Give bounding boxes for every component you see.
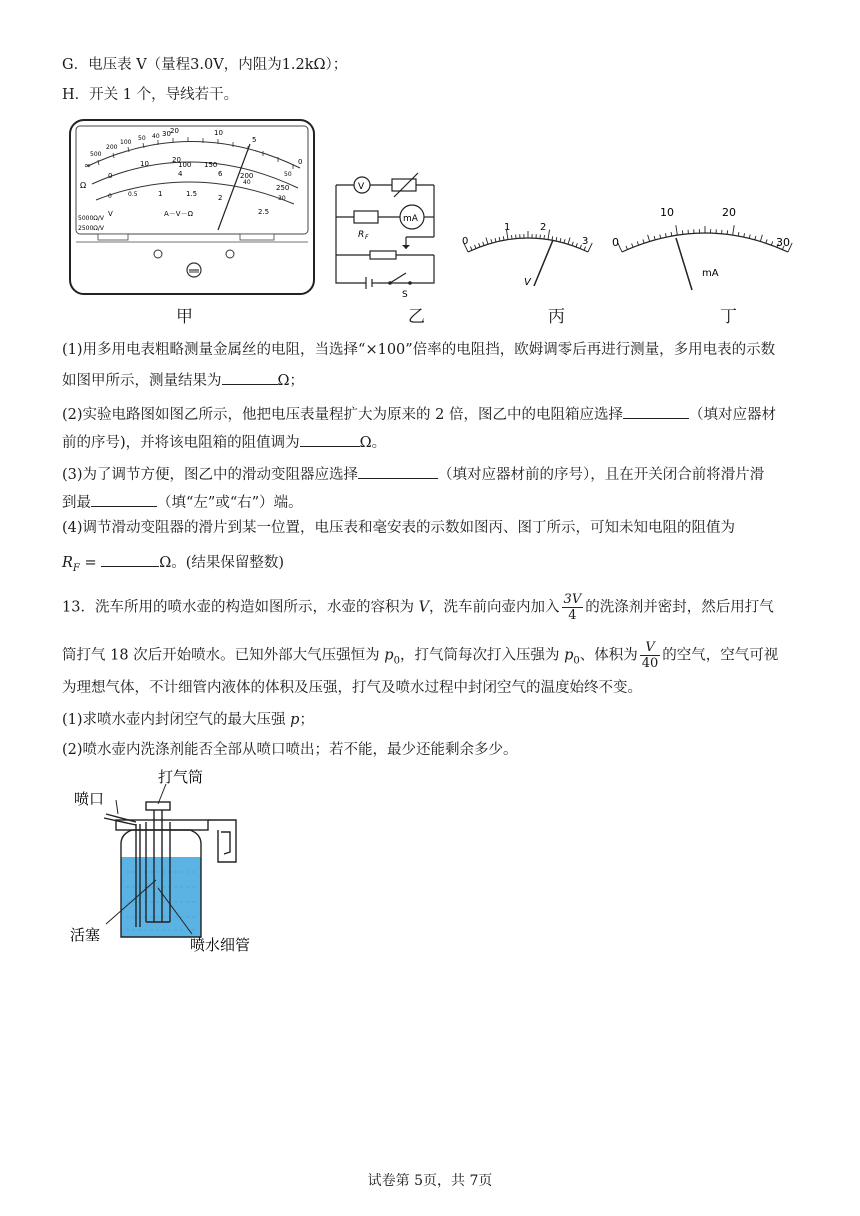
dial-tick xyxy=(470,247,472,251)
jia-scale-30: 30 xyxy=(278,195,286,202)
multimeter-figure xyxy=(68,118,318,298)
jia-mid-6: 6 xyxy=(218,170,223,178)
dial-tick xyxy=(560,238,561,242)
q12-part2-line1: (2)实验电路图如图乙所示，他把电压表量程扩大为原来的 2 倍，图乙中的电阻箱应选择 （填对应器材 xyxy=(62,402,776,425)
jia-scale-2: 2 xyxy=(218,194,223,202)
bing-unit: V xyxy=(524,277,531,288)
dial-tick xyxy=(738,232,739,236)
dial-tick xyxy=(483,242,484,246)
jia-small-1: 1 xyxy=(158,190,163,198)
dial-tick xyxy=(671,232,672,236)
q13-line3: 为理想气体，不计细管内液体的体积及压强，打气及喷水过程中封闭空气的温度始终不变。 xyxy=(62,680,642,696)
jia-50: 50 xyxy=(138,135,146,142)
dial-tick xyxy=(733,225,735,235)
dial-tick xyxy=(564,239,565,243)
dial-tick xyxy=(576,243,577,247)
page-footer: 试卷第 5页，共 7页 xyxy=(367,1173,493,1189)
jia-ohm-label: A－V－Ω xyxy=(164,210,193,218)
jia-0: 0 xyxy=(298,158,303,166)
ding-tick-10: 10 xyxy=(660,206,674,219)
dial-tick xyxy=(479,243,480,247)
answer-blank[interactable] xyxy=(358,462,438,479)
dial-tick xyxy=(643,239,644,243)
answer-blank[interactable] xyxy=(300,430,360,447)
jia-mid-10: 10 xyxy=(140,160,149,168)
jia-small-0: 0 xyxy=(108,193,112,200)
yi-switch: S xyxy=(402,290,408,300)
yi-resistor: R xyxy=(358,230,365,240)
jia-small-15: 1.5 xyxy=(186,190,198,198)
sprayer-pump-label: 打气筒 xyxy=(158,768,204,786)
answer-blank[interactable] xyxy=(101,550,159,567)
sprayer-piston-label: 活塞 xyxy=(70,926,101,944)
answer-blank[interactable] xyxy=(91,490,157,507)
answer-blank[interactable] xyxy=(222,368,278,385)
jia-mid-250: 250 xyxy=(276,184,290,192)
q12-part3-line1: (3)为了调节方便，图乙中的滑动变阻器应选择 （填对应器材前的序号），且在开关闭合前将滑片滑 xyxy=(62,462,764,485)
jia-scale-150: 150 xyxy=(204,161,218,169)
jia-10: 10 xyxy=(214,129,223,137)
dial-tick xyxy=(572,242,573,246)
ding-unit: mA xyxy=(702,268,719,279)
jia-500: 500 xyxy=(90,151,102,158)
voltmeter-dial xyxy=(458,210,598,290)
jia-left-2: 2500Ω/V xyxy=(78,225,104,232)
dial-tick xyxy=(584,247,586,251)
ding-needle xyxy=(676,238,692,290)
jia-scale-50: 50 xyxy=(284,171,292,178)
fig-label-bing: 丙 xyxy=(548,307,565,327)
dial-tick xyxy=(495,238,496,242)
jia-symbol-v: V xyxy=(108,210,113,218)
sprayer-tube-label: 喷水细管 xyxy=(190,936,251,954)
jia-mid-200: 200 xyxy=(240,172,254,180)
jia-scale-25: 2.5 xyxy=(258,208,270,216)
jia-left-1: 5000Ω/V xyxy=(78,215,104,222)
option-g: G．电压表 V（量程3.0V，内阻为1.2kΩ）； xyxy=(62,57,348,73)
dial-tick xyxy=(755,236,756,240)
jia-5: 5 xyxy=(252,136,257,144)
answer-blank[interactable] xyxy=(623,402,689,419)
q12-part2-line2: 前的序号)，并将该电阻箱的阻值调为 Ω。 xyxy=(62,430,386,453)
fraction-v-40: $\frac{V}{40}$ xyxy=(641,640,659,671)
bing-tick-0: 0 xyxy=(462,236,469,247)
dial-tick xyxy=(556,237,557,241)
fraction-3v-4: $\frac{3V}{4}$ xyxy=(563,592,582,623)
bing-needle xyxy=(534,240,553,286)
fig-label-yi: 乙 xyxy=(408,307,425,327)
fig-label-jia: 甲 xyxy=(176,307,193,327)
sprayer-nozzle-label: 喷口 xyxy=(74,790,105,808)
jia-20: 20 xyxy=(170,127,179,135)
dial-tick xyxy=(475,245,476,249)
milliammeter-dial xyxy=(610,200,800,295)
dial-tick xyxy=(486,238,488,245)
jia-30: 30 xyxy=(162,130,171,138)
jia-100: 100 xyxy=(120,139,132,146)
yi-voltmeter: V xyxy=(358,182,365,192)
dial-tick xyxy=(749,235,750,239)
jia-symbol-omega: Ω xyxy=(80,181,87,190)
jia-mid-0: 0 xyxy=(108,172,113,180)
bing-tick-2: 2 xyxy=(540,222,547,233)
ding-tick-20: 20 xyxy=(722,206,736,219)
sprayer-figure xyxy=(66,762,316,962)
dial-tick xyxy=(766,239,767,243)
fig-label-ding: 丁 xyxy=(720,307,737,327)
jia-scale-100: 100 xyxy=(178,161,192,169)
q13-question1: (1)求喷水壶内封闭空气的最大压强 p； xyxy=(62,712,314,728)
bing-tick-1: 1 xyxy=(504,222,511,233)
yi-ammeter: mA xyxy=(403,214,418,224)
dial-tick xyxy=(665,233,666,237)
jia-inf: ∞ xyxy=(84,161,91,170)
dial-tick xyxy=(676,225,678,235)
yi-resistor-sub: F xyxy=(365,234,369,241)
q12-part1-line1: (1)用多用电表粗略测量金属丝的电阻，当选择“×100”倍率的电阻挡，欧姆调零后再进行测量，多用电表的示数 xyxy=(62,342,776,358)
q13-question2: (2)喷水壶内洗涤剂能否全部从喷口喷出；若不能，最少还能剩余多少。 xyxy=(62,742,518,758)
dial-tick xyxy=(568,238,570,245)
option-h: H．开关 1 个，导线若干。 xyxy=(62,87,239,103)
ding-tick-0: 0 xyxy=(612,236,619,249)
dial-tick xyxy=(626,246,628,250)
jia-right-40: 40 xyxy=(243,179,251,186)
q12-part4-line1: (4)调节滑动变阻器的滑片到某一位置，电压表和毫安表的示数如图丙、图丁所示，可知未知电阻的阻值为 xyxy=(62,520,736,536)
dial-tick xyxy=(637,241,638,245)
jia-small-05: 0.5 xyxy=(128,191,138,198)
dial-tick xyxy=(771,241,772,245)
q12-part1-line2: 如图甲所示，测量结果为 Ω； xyxy=(62,368,304,391)
circuit-figure xyxy=(330,165,440,300)
dial-tick xyxy=(632,244,633,248)
jia-200: 200 xyxy=(106,144,118,151)
q12-part3-line2: 到最 （填“左”或“右”）端。 xyxy=(62,490,303,513)
sprayer-liquid xyxy=(121,857,201,937)
dial-tick xyxy=(654,236,655,240)
dial-tick xyxy=(491,239,492,243)
jia-mid-4: 4 xyxy=(178,170,183,178)
q13-line1: 13．洗车所用的喷水壶的构造如图所示，水壶的容积为 V，洗车前向壶内加入 $\frac{3V}{4}$ 的洗涤剂并密封，然后用打气 xyxy=(62,592,774,623)
jia-mid-20: 20 xyxy=(172,156,181,164)
q12-part4-line2: $R_F = \Omega$。(结果保留整数) xyxy=(62,550,284,579)
dial-tick xyxy=(503,236,504,240)
dial-tick xyxy=(499,237,500,241)
dial-tick xyxy=(548,230,550,240)
ding-tick-30: 30 xyxy=(776,236,790,249)
dial-tick xyxy=(744,233,745,237)
dial-tick xyxy=(648,235,650,242)
dial-tick xyxy=(552,236,553,240)
jia-40: 40 xyxy=(152,133,160,140)
dial-tick xyxy=(588,243,592,252)
q13-line2: 筒打气 18 次后开始喷水。已知外部大气压强恒为 $p_0$，打气筒每次打入压强为 $p_0$、体积为 $\frac{V}{40}$ 的空气，空气可视 xyxy=(62,640,779,671)
bing-tick-3: 3 xyxy=(582,236,589,247)
dial-tick xyxy=(760,235,762,242)
dial-tick xyxy=(660,235,661,239)
